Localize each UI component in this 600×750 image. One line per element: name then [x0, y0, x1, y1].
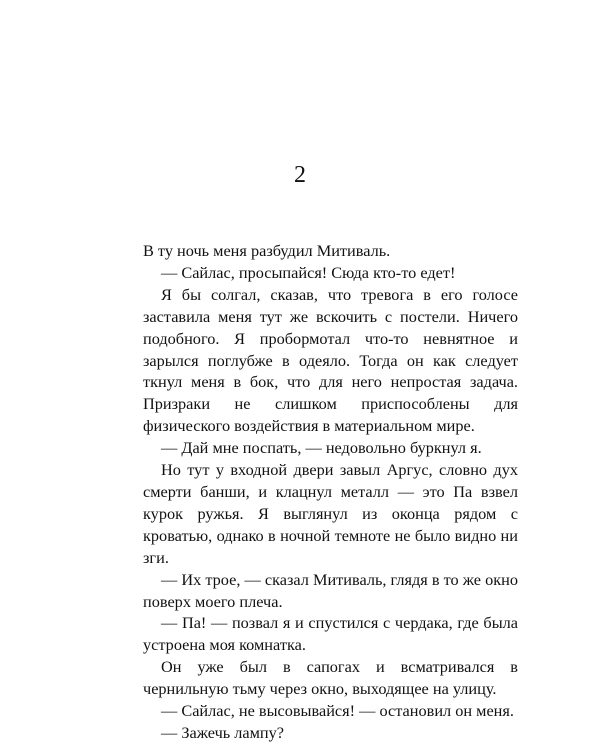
- paragraph: Но тут у входной двери завыл Аргус, словно дух смерти банши, и клацнул металл — это Па взвел курок ружья. Я выглянул из оконца рядом с кроватью, однако в ночной темноте не было видно ни зги.: [143, 460, 518, 567]
- paragraph: Я бы солгал, сказав, что тревога в его голосе заставила меня тут же вскочить с постели. Ничего подобного. Я пробормотал что-то невнятное и зарылся поглубже в одеяло. Тогда он как следует ткнул меня в бок, что для него непростая задача. Призраки не слишком приспособлены для физического воздействия в материальном мире.: [143, 284, 518, 436]
- paragraph: — Зажечь лампу?: [161, 722, 285, 742]
- paragraph: В ту ночь меня разбудил Митиваль.: [143, 241, 391, 260]
- paragraph: — Их трое, — сказал Митиваль, глядя в то же окно поверх моего плеча.: [143, 569, 518, 611]
- chapter-number: 2: [294, 162, 306, 188]
- paragraph: — Сайлас, просыпайся! Сюда кто-то едет!: [161, 262, 456, 282]
- paragraph: — Па! — позвал я и спустился с чердака, где была устроена моя комнатка.: [143, 613, 518, 655]
- paragraph: Он уже был в сапогах и всматривался в чернильную тьму через окно, выходящее на улицу.: [143, 657, 518, 699]
- paragraph: — Дай мне поспать, — недовольно буркнул я.: [161, 438, 482, 458]
- body-text: [143, 240, 518, 744]
- paragraph: — Сайлас, не высовывайся! — остановил он меня.: [161, 701, 514, 721]
